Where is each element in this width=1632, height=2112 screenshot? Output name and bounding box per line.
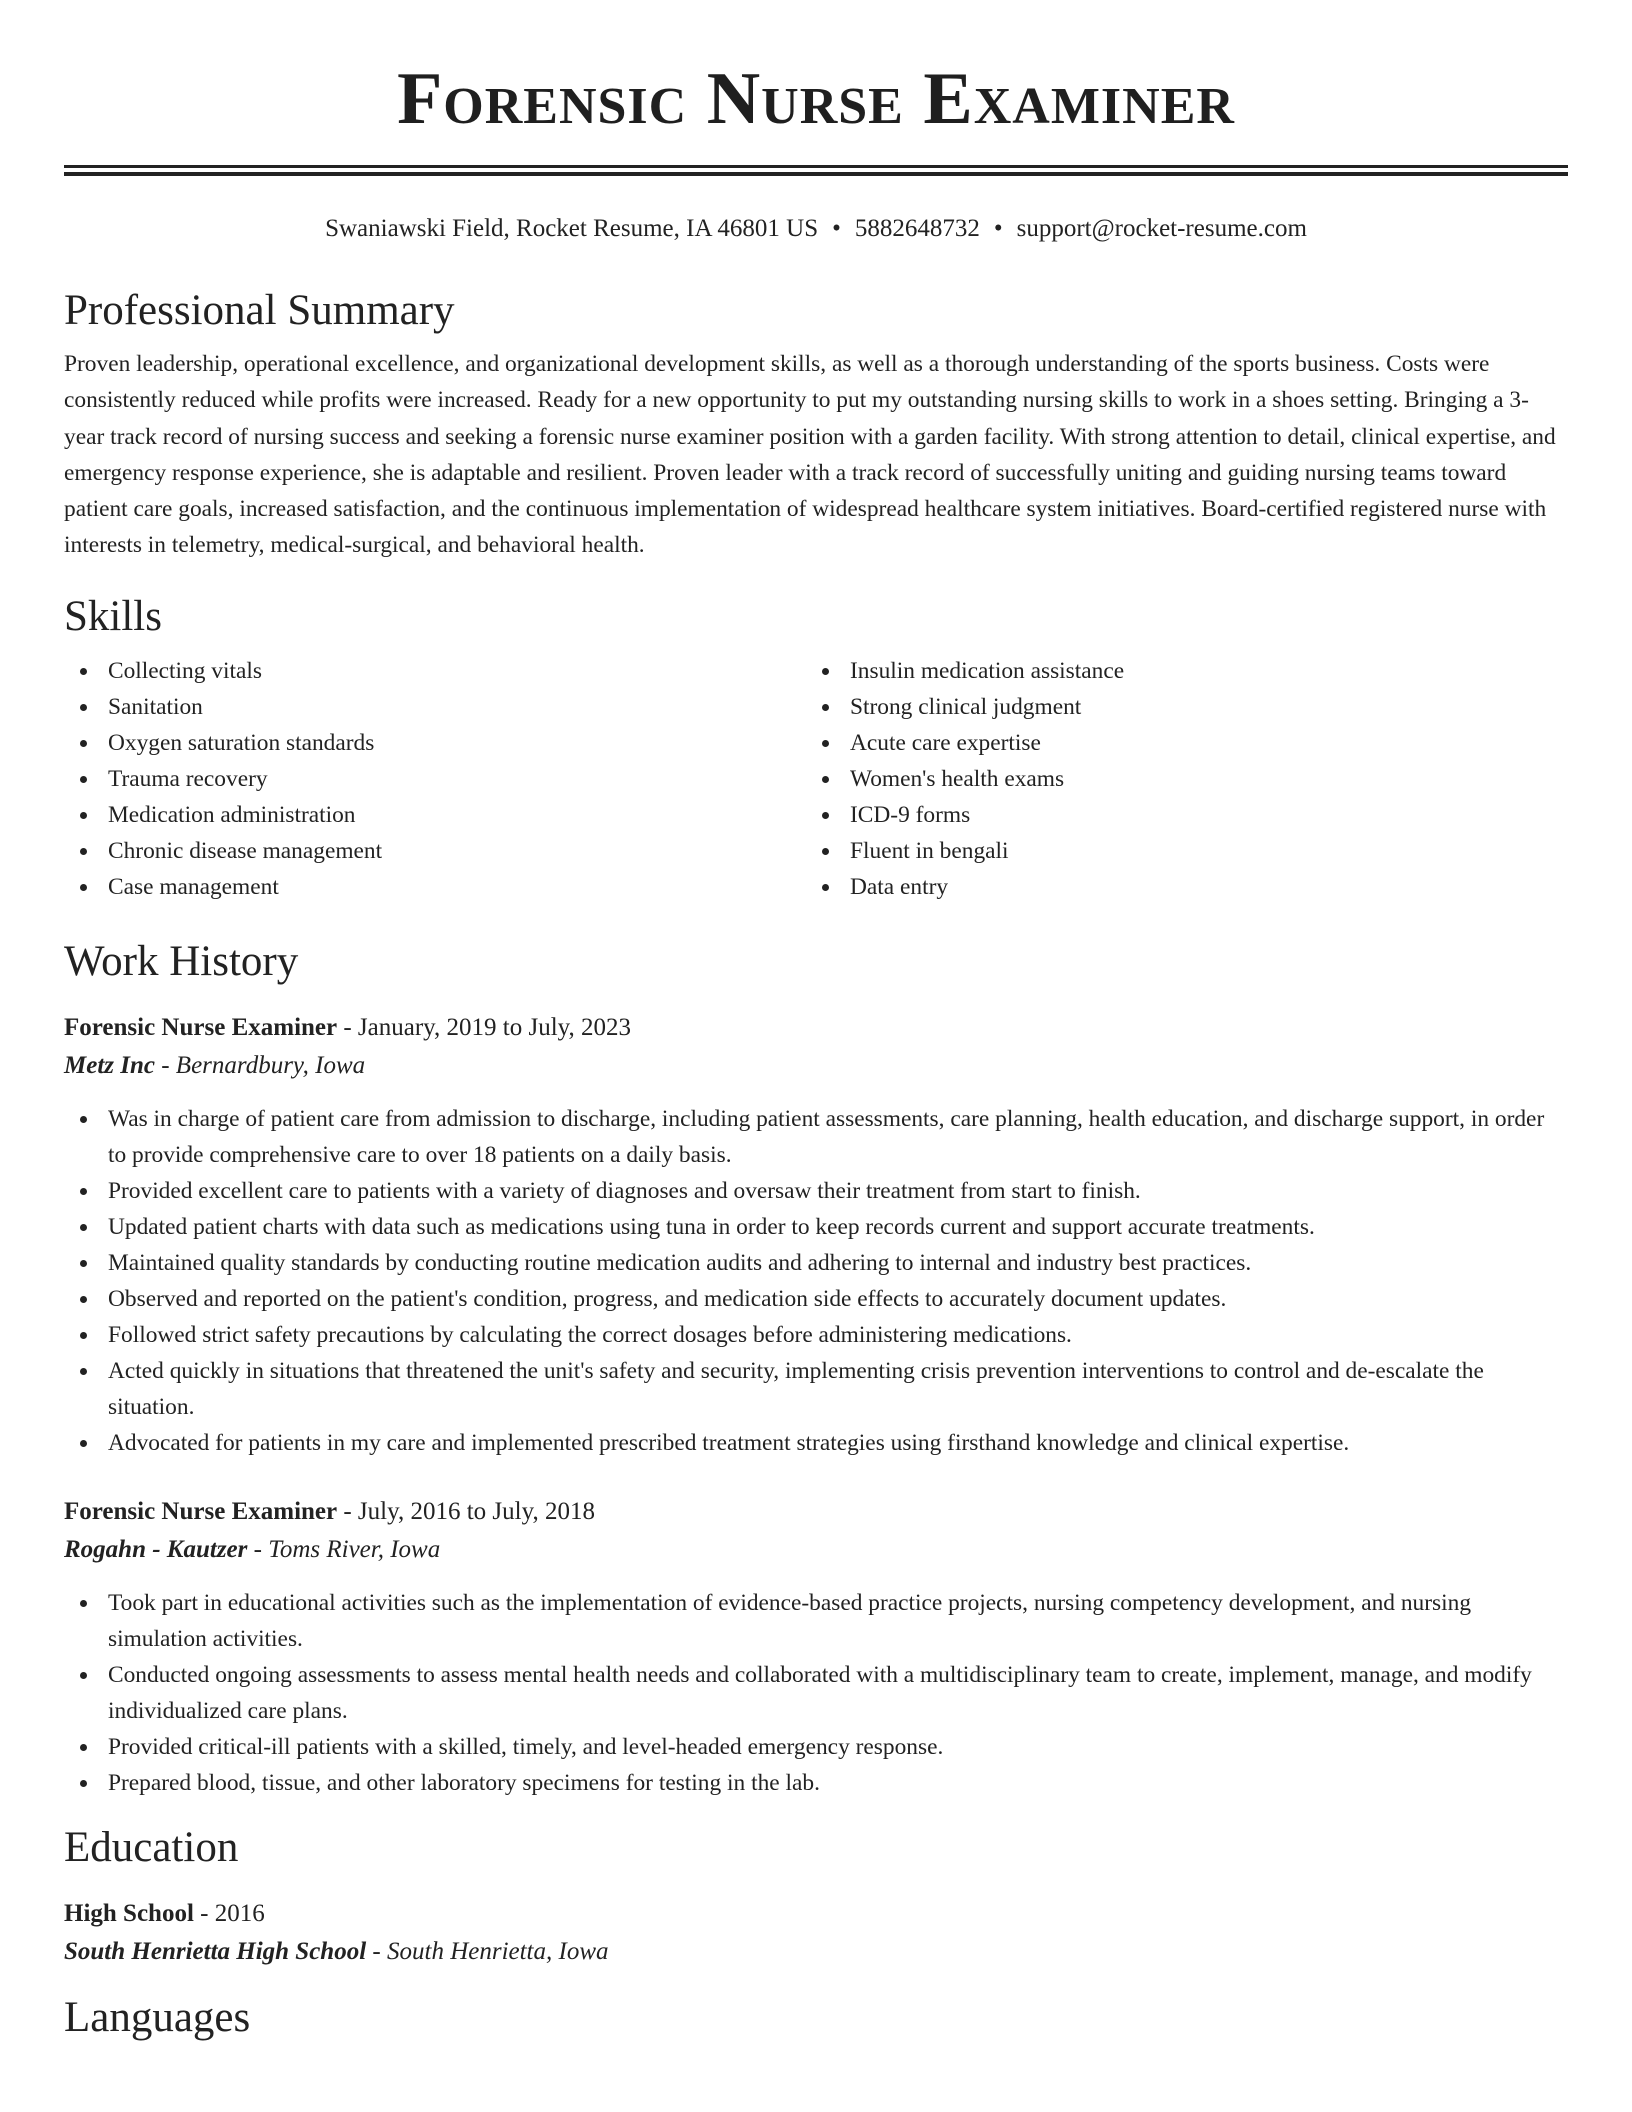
education-degree-line bbox=[64, 1895, 1568, 1933]
education-school-line bbox=[64, 1933, 1568, 1971]
skill-item: Chronic disease management bbox=[64, 833, 806, 869]
education-year: - 2016 bbox=[193, 1899, 265, 1927]
skill-item: Oxygen saturation standards bbox=[64, 725, 806, 761]
job-bullet: Updated patient charts with data such as medications using tuna in order to keep records current and support accurate treatments. bbox=[64, 1209, 1568, 1245]
title-divider bbox=[64, 165, 1568, 176]
job-bullet: Observed and reported on the patient's condition, progress, and medication side effects to accurately document updates. bbox=[64, 1281, 1568, 1317]
job-bullet: Took part in educational activities such as the implementation of evidence-based practice projects, nursing competency development, and nursing simulation activities. bbox=[64, 1585, 1568, 1657]
contact-phone: 5882648732 bbox=[854, 215, 980, 242]
contact-line bbox=[64, 214, 1568, 244]
skills-column-left bbox=[64, 653, 806, 905]
contact-separator: • bbox=[832, 215, 841, 242]
job-bullet: Advocated for patients in my care and implemented prescribed treatment strategies using firsthand knowledge and clinical expertise. bbox=[64, 1425, 1568, 1461]
job-bullet: Followed strict safety precautions by calculating the correct dosages before administering medications. bbox=[64, 1317, 1568, 1353]
work-history-heading: Work History bbox=[64, 937, 299, 985]
skill-item: Acute care expertise bbox=[806, 725, 1548, 761]
job-company: Rogahn - Kautzer bbox=[64, 1535, 248, 1563]
job-entry bbox=[64, 1493, 1568, 1801]
skills-column-right bbox=[806, 653, 1548, 905]
education-school: South Henrietta High School bbox=[64, 1937, 367, 1965]
job-location: - Bernardbury, Iowa bbox=[154, 1051, 366, 1079]
skills-list bbox=[64, 653, 1568, 905]
skill-item: Women's health exams bbox=[806, 761, 1548, 797]
job-bullet: Maintained quality standards by conducting routine medication audits and adhering to internal and industry best practices. bbox=[64, 1245, 1568, 1281]
education-heading: Education bbox=[64, 1823, 239, 1871]
job-bullet: Acted quickly in situations that threatened the unit's safety and security, implementing crisis prevention interventions to control and de-escalate the situation. bbox=[64, 1353, 1568, 1425]
summary-heading: Professional Summary bbox=[64, 287, 455, 334]
job-title: Forensic Nurse Examiner bbox=[64, 1497, 338, 1525]
contact-email: support@rocket-resume.com bbox=[1016, 215, 1307, 242]
job-bullet: Conducted ongoing assessments to assess mental health needs and collaborated with a multidisciplinary team to create, implement, manage, and modify individualized care plans. bbox=[64, 1657, 1568, 1729]
skill-item: Case management bbox=[64, 869, 806, 905]
job-company-line bbox=[64, 1047, 1568, 1085]
job-title: Forensic Nurse Examiner bbox=[64, 1013, 338, 1041]
job-bullets bbox=[64, 1585, 1568, 1801]
job-dates: - July, 2016 to July, 2018 bbox=[337, 1497, 595, 1525]
summary-text: Proven leadership, operational excellence, and organizational development skills, as well as a thorough understanding of the sports business. Costs were consistently reduced while profits were increased. Ready for a new opportunity to put my outstanding nursing skills to work in a shoes setting. Bringing a 3-year track record of nursing success and seeking a forensic nurse examiner position with a garden facility. With strong attention to detail, clinical expertise, and emergency response experience, she is adaptable and resilient. Proven leader with a track record of successfully uniting and guiding nursing teams toward patient care goals, increased satisfaction, and the continuous implementation of widespread healthcare system initiatives. Board-certified registered nurse with interests in telemetry, medical-surgical, and behavioral health. bbox=[64, 351, 1556, 559]
job-bullet: Was in charge of patient care from admission to discharge, including patient assessments, care planning, health education, and discharge support, in order to provide comprehensive care to over 18 patients on a daily basis. bbox=[64, 1101, 1568, 1173]
skill-item: Medication administration bbox=[64, 797, 806, 833]
skill-item: Collecting vitals bbox=[64, 653, 806, 689]
contact-separator: • bbox=[993, 215, 1003, 242]
job-bullets bbox=[64, 1101, 1568, 1461]
job-entry bbox=[64, 1009, 1568, 1461]
skill-item: Data entry bbox=[806, 869, 1548, 905]
job-bullet: Provided critical-ill patients with a skilled, timely, and level-headed emergency response. bbox=[64, 1729, 1568, 1765]
skill-item: ICD-9 forms bbox=[806, 797, 1548, 833]
skill-item: Insulin medication assistance bbox=[806, 653, 1548, 689]
resume-title: Forensic Nurse Examiner bbox=[397, 58, 1235, 140]
languages-heading: Languages bbox=[64, 1993, 251, 2041]
job-company-line bbox=[64, 1531, 1568, 1569]
job-location: - Toms River, Iowa bbox=[247, 1535, 441, 1563]
skill-item: Sanitation bbox=[64, 689, 806, 725]
skill-item: Trauma recovery bbox=[64, 761, 806, 797]
job-title-line bbox=[64, 1009, 1568, 1047]
contact-address: Swaniawski Field, Rocket Resume, IA 46801 US bbox=[325, 215, 819, 242]
education-location: - South Henrietta, Iowa bbox=[366, 1937, 609, 1965]
education-entry bbox=[64, 1895, 1568, 1971]
education-degree: High School bbox=[64, 1899, 194, 1927]
job-company: Metz Inc bbox=[64, 1051, 155, 1079]
skill-item: Fluent in bengali bbox=[806, 833, 1548, 869]
job-title-line bbox=[64, 1493, 1568, 1531]
skills-heading: Skills bbox=[64, 592, 162, 640]
job-bullet: Provided excellent care to patients with a variety of diagnoses and oversaw their treatment from start to finish. bbox=[64, 1173, 1568, 1209]
job-bullet: Prepared blood, tissue, and other laboratory specimens for testing in the lab. bbox=[64, 1765, 1568, 1801]
job-dates: - January, 2019 to July, 2023 bbox=[337, 1013, 632, 1041]
skill-item: Strong clinical judgment bbox=[806, 689, 1548, 725]
